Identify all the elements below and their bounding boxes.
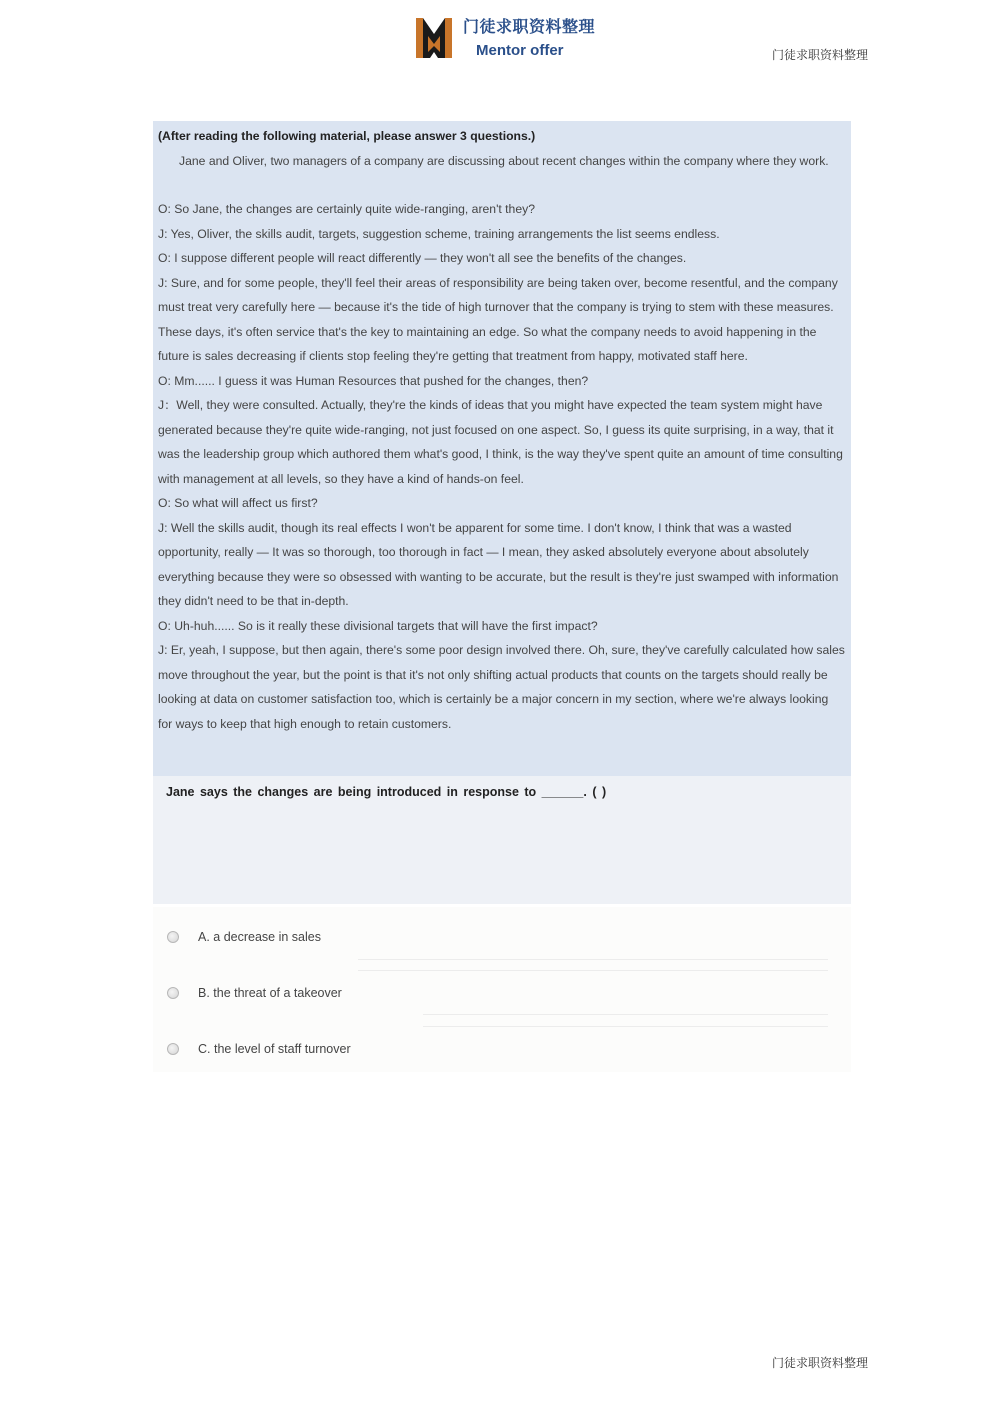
dialogue-line: J: Er, yeah, I suppose, but then again, there's some poor design involved there. Oh, sure, they've carefully calculated how sales move throughout the year, but the point is that it's not only shifting actual products that counts on the targets should really be looking at data on customer satisfaction too, which is certainly be a major concern in my section, where we're always looking for ways to keep that high enough to retain customers. [158, 643, 845, 731]
dialogue-line: O: So what will affect us first? [158, 496, 318, 510]
option-divider [423, 1026, 828, 1027]
dialogue-line: O: So Jane, the changes are certainly quite wide-ranging, aren't they? [158, 202, 535, 216]
option-divider [423, 1014, 828, 1015]
radio-button-icon[interactable] [167, 931, 179, 943]
question-panel [153, 776, 851, 904]
option-label: A. a decrease in sales [198, 930, 321, 944]
answer-options [153, 907, 851, 1072]
option-label: B. the threat of a takeover [198, 986, 342, 1000]
passage-heading: (After reading the following material, please answer 3 questions.) [158, 129, 536, 143]
dialogue-line: J: Yes, Oliver, the skills audit, targets, suggestion scheme, training arrangements the list seems endless. [158, 226, 720, 241]
header-right-text: 门徒求职资料整理 [772, 48, 869, 62]
passage-intro: Jane and Oliver, two managers of a company are discussing about recent changes within the company where they work. [179, 153, 829, 168]
option-label: C. the level of staff turnover [198, 1042, 351, 1056]
dialogue-line: O: Uh-huh...... So is it really these divisional targets that will have the first impact? [158, 618, 598, 633]
option-c[interactable] [167, 1038, 351, 1060]
passage-spacer [158, 173, 845, 197]
dialogue-line: O: I suppose different people will react differently — they won't all see the benefits of the changes. [158, 251, 687, 265]
radio-button-icon[interactable] [167, 1043, 179, 1055]
reading-passage [153, 121, 851, 776]
brand-name-en: Mentor offer [476, 42, 564, 59]
option-divider [358, 970, 828, 971]
option-divider [358, 959, 828, 960]
dialogue-line: J: Well the skills audit, though its real effects I won't be apparent for some time. I don't know, I think that was a wasted opportunity, really — It was so thorough, too thorough in fact — I mean, they asked absolutely everyone about absolutely everything because they were so obsessed with wanting to be accurate, but the result is they're just swamped with information they didn't need to be that in-depth. [158, 520, 839, 608]
brand-name-cn: 门徒求职资料整理 [463, 19, 596, 36]
radio-button-icon[interactable] [167, 987, 179, 999]
dialogue-line: O: Mm...... I guess it was Human Resources that pushed for the changes, then? [158, 373, 589, 388]
question-text: Jane says the changes are being introduced in response to ______. ( ) [166, 785, 607, 799]
option-a[interactable] [167, 926, 321, 948]
mentor-offer-logo-icon [414, 12, 454, 62]
dialogue-line: J：Well, they were consulted. Actually, they're the kinds of ideas that you might have expected the team system might have generated because they're quite wide-ranging, not just focused on one aspect. So, I guess its quite surprising, in a way, that it was the leadership group which authored them what's good, I think, is the way they've spent quite an amount of time consulting with management at all levels, so they have a kind of hands-on feel. [158, 398, 843, 486]
option-b[interactable] [167, 982, 342, 1004]
footer-right-text: 门徒求职资料整理 [772, 1356, 869, 1370]
dialogue-line: J: Sure, and for some people, they'll feel their areas of responsibility are being taken over, become resentful, and the company must treat very carefully here — because it's the tide of high turnover that the company is trying to stem with these measures. These days, it's often service that's the key to maintaining an edge. So what the company needs to avoid happening in the future is sales decreasing if clients stop feeling they're getting that treatment from happy, motivated staff here. [158, 275, 838, 363]
